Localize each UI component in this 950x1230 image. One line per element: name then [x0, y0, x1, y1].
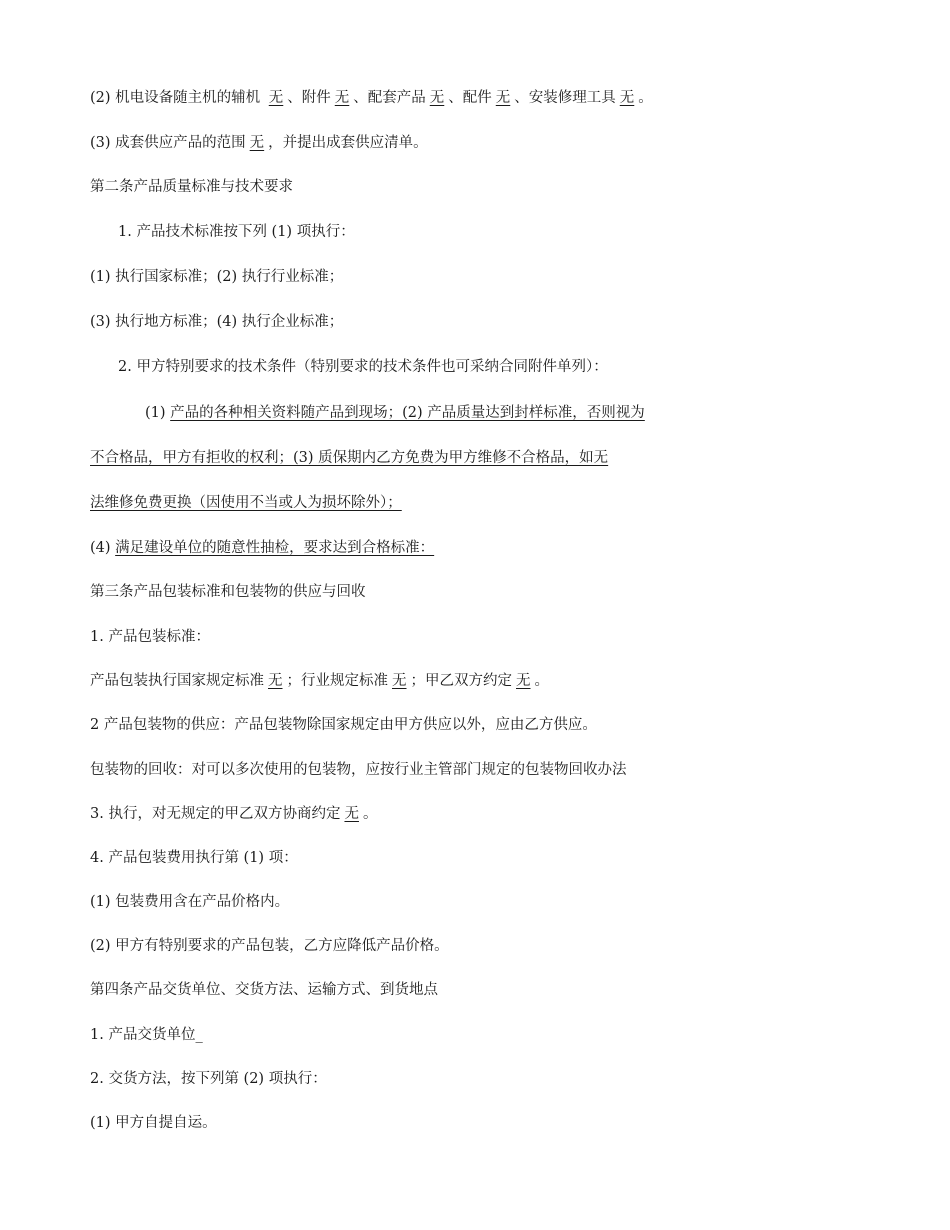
blank-scope: 无: [249, 135, 265, 151]
standard-options-1: (1) 执行国家标准；(2) 执行行业标准；: [90, 269, 344, 285]
packaging-cost-option-1: (1) 包装费用含在产品价格内。: [90, 894, 290, 910]
blank-supporting-products: 无: [429, 90, 445, 106]
special-req-line-3: 法维修免费更换（因使用不当或人为损坏除外）；: [90, 495, 402, 511]
section-heading-article-4: 第四条产品交货单位、交货方法、运输方式、到货地点: [90, 982, 438, 998]
section-heading-article-3: 第三条产品包装标准和包装物的供应与回收: [90, 584, 366, 600]
packaging-cost-option-2: (2) 甲方有特别要求的产品包装，乙方应降低产品价格。: [90, 938, 449, 954]
item-packaging-standard: 1. 产品包装标准：: [90, 629, 210, 645]
blank-national-standard: 无: [268, 673, 283, 689]
section-heading-article-2: 第二条产品质量标准与技术要求: [90, 179, 293, 195]
blank-auxiliary: 无: [268, 90, 284, 106]
clause-auxiliary-items: (2) 机电设备随主机的辅机 无 、附件 无 、配套产品 无 、配件 无 、安装修理工具 无 。: [90, 90, 653, 106]
item-packaging-execution: 3. 执行，对无规定的甲乙双方协商约定 无 。: [90, 806, 378, 822]
blank-parts: 无: [495, 90, 511, 106]
special-req-line-4: (4) 满足建设单位的随意性抽检，要求达到合格标准：: [90, 540, 435, 556]
special-req-line-2: 不合格品，甲方有拒收的权利；(3) 质保期内乙方免费为甲方维修不合格品，如无: [90, 450, 609, 466]
standard-options-2: (3) 执行地方标准；(4) 执行企业标准；: [90, 314, 344, 330]
item-tech-standard: 1. 产品技术标准按下列 (1) 项执行：: [118, 224, 355, 240]
clause-complete-set-scope: (3) 成套供应产品的范围 无 ，并提出成套供应清单。: [90, 135, 428, 151]
blank-mutual-agreement: 无: [516, 673, 531, 689]
delivery-option-1: (1) 甲方自提自运。: [90, 1115, 217, 1131]
blank-industry-standard: 无: [392, 673, 407, 689]
item-delivery-unit: 1. 产品交货单位_: [90, 1027, 203, 1043]
blank-accessories: 无: [334, 90, 350, 106]
item-packaging-cost: 4. 产品包装费用执行第 (1) 项：: [90, 850, 298, 866]
blank-negotiated: 无: [344, 806, 359, 822]
blank-tools: 无: [619, 90, 635, 106]
item-delivery-method: 2. 交货方法，按下列第 (2) 项执行：: [90, 1071, 327, 1087]
special-req-line-1: (1) 产品的各种相关资料随产品到现场；(2) 产品质量达到封样标准，否则视为: [145, 405, 645, 421]
packaging-standard-detail: 产品包装执行国家规定标准 无 ；行业规定标准 无 ；甲乙双方约定 无 。: [90, 673, 549, 689]
item-special-requirements: 2. 甲方特别要求的技术条件（特别要求的技术条件也可采纳合同附件单列）：: [118, 359, 608, 375]
item-packaging-supply: 2 产品包装物的供应：产品包装物除国家规定由甲方供应以外，应由乙方供应。: [90, 717, 597, 733]
packaging-recovery: 包装物的回收：对可以多次使用的包装物，应按行业主管部门规定的包装物回收办法: [90, 762, 627, 778]
